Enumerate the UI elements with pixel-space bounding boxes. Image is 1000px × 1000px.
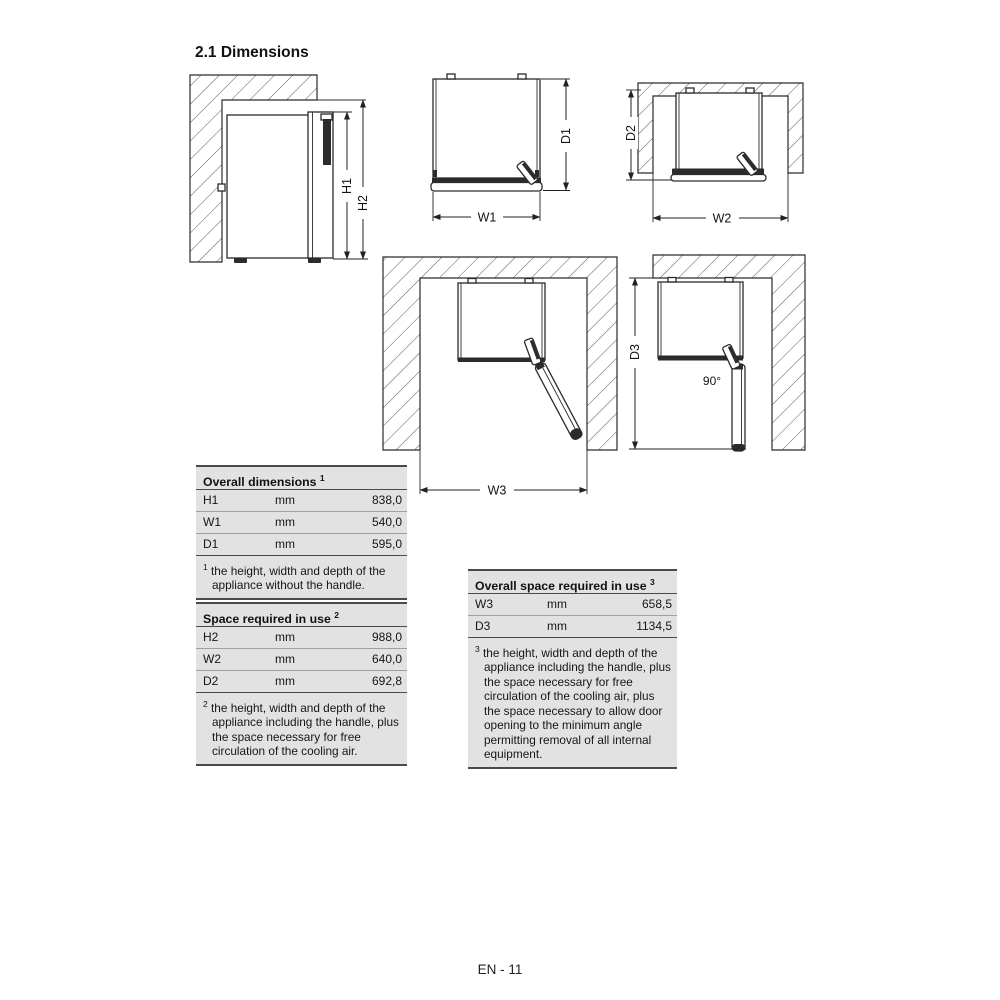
appliance-body (227, 115, 312, 258)
door-open-90-diagram (628, 255, 805, 451)
door-open-wide-diagram (383, 257, 617, 498)
table-row (196, 512, 407, 534)
space-required-table (196, 602, 407, 766)
appliance-door (431, 183, 542, 192)
dimension-w1 (433, 192, 540, 225)
dim-value: 540,0 (371, 515, 402, 529)
hinge-tab (686, 88, 694, 93)
table-title-text: Overall space required in use (475, 579, 647, 594)
page-title: 2.1 Dimensions (195, 44, 309, 61)
dim-label: H1 (203, 493, 219, 507)
door-angle-label: 90° (702, 374, 722, 388)
overall-space-required-table (468, 569, 677, 769)
table-title-text: Overall dimensions (203, 475, 317, 490)
table-title (468, 571, 677, 594)
hinge-tab (447, 74, 455, 79)
dim-value: 988,0 (371, 630, 402, 644)
footnote-text: the height, width and depth of the appliance including the handle, plus the space necessary for free circulation of the cooling air. (211, 700, 399, 759)
table-row (196, 534, 407, 556)
open-door (732, 364, 745, 451)
table-title-text: Space required in use (203, 612, 331, 627)
hinge-tab (525, 279, 533, 284)
table-row (196, 627, 407, 649)
table-footnote (468, 638, 677, 767)
table-title (196, 604, 407, 627)
dim-value: 1134,5 (636, 619, 672, 633)
power-plug-detail (218, 184, 225, 191)
dimension-h2 (356, 100, 370, 259)
hinge-tab (725, 278, 733, 283)
dim-value: 640,0 (371, 652, 402, 666)
open-door (534, 361, 584, 441)
top-view-diagram (431, 74, 573, 225)
overall-dimensions-table (196, 465, 407, 600)
dim-value: 658,5 (641, 597, 672, 611)
footnote-text: the height, width and depth of the appliance including the handle, plus the space necessary for free circulation of the cooling air, plus the space necessary to allow door opening to the minimum angle permitting removal of all internal equipment. (483, 645, 671, 762)
page-number: EN - 11 (477, 962, 523, 977)
dimension-d1 (541, 79, 573, 191)
appliance-foot (234, 258, 247, 263)
dim-unit: mm (275, 674, 295, 688)
hinge-pin (433, 170, 437, 177)
dim-unit: mm (275, 515, 295, 529)
door-gasket (432, 178, 541, 183)
door-tip (732, 444, 745, 451)
dim-unit: mm (275, 630, 295, 644)
dim-label-h2: H2 (356, 195, 370, 211)
dim-label: D2 (203, 674, 219, 688)
dim-unit: mm (547, 619, 567, 633)
dim-label-d1: D1 (559, 128, 573, 144)
side-view-diagram (190, 75, 370, 263)
appliance-foot (308, 258, 321, 263)
dim-unit: mm (547, 597, 567, 611)
table-row (196, 671, 407, 693)
dim-label-d3: D3 (628, 344, 642, 360)
dim-label-w1: W1 (477, 210, 497, 225)
hinge-tab (518, 74, 526, 79)
dim-unit: mm (275, 537, 295, 551)
table-row (196, 490, 407, 512)
table-row (468, 594, 677, 616)
dim-label: D1 (203, 537, 219, 551)
niche-top-view-diagram (624, 83, 803, 226)
table-title (196, 467, 407, 490)
footnote-superscript: 3 (475, 644, 480, 654)
dim-label-d2: D2 (624, 125, 638, 141)
door-handle (323, 119, 331, 165)
dim-value: 595,0 (371, 537, 402, 551)
footnote-text: the height, width and depth of the appliance without the handle. (211, 563, 386, 593)
hinge-tab (668, 278, 676, 283)
dim-label: D3 (475, 619, 491, 633)
dim-unit: mm (275, 652, 295, 666)
dim-label: H2 (203, 630, 219, 644)
dimension-w3 (420, 483, 587, 498)
table-title-superscript: 1 (319, 473, 325, 483)
dim-label-w3: W3 (487, 483, 507, 498)
dim-label-h1: H1 (340, 178, 354, 194)
dim-label: W2 (203, 652, 221, 666)
dim-label: W3 (475, 597, 493, 611)
table-row (468, 616, 677, 638)
hinge-tab (468, 279, 476, 284)
dim-unit: mm (275, 493, 295, 507)
hinge-tab (746, 88, 754, 93)
table-footnote (196, 693, 407, 764)
table-row (196, 649, 407, 671)
table-title-superscript: 3 (649, 577, 655, 587)
dim-value: 692,8 (371, 674, 402, 688)
footnote-superscript: 2 (203, 699, 208, 709)
footnote-superscript: 1 (203, 562, 208, 572)
dim-label-w2: W2 (712, 211, 732, 226)
dim-label: W1 (203, 515, 221, 529)
table-title-superscript: 2 (334, 610, 339, 620)
table-footnote (196, 556, 407, 598)
dim-value: 838,0 (371, 493, 402, 507)
